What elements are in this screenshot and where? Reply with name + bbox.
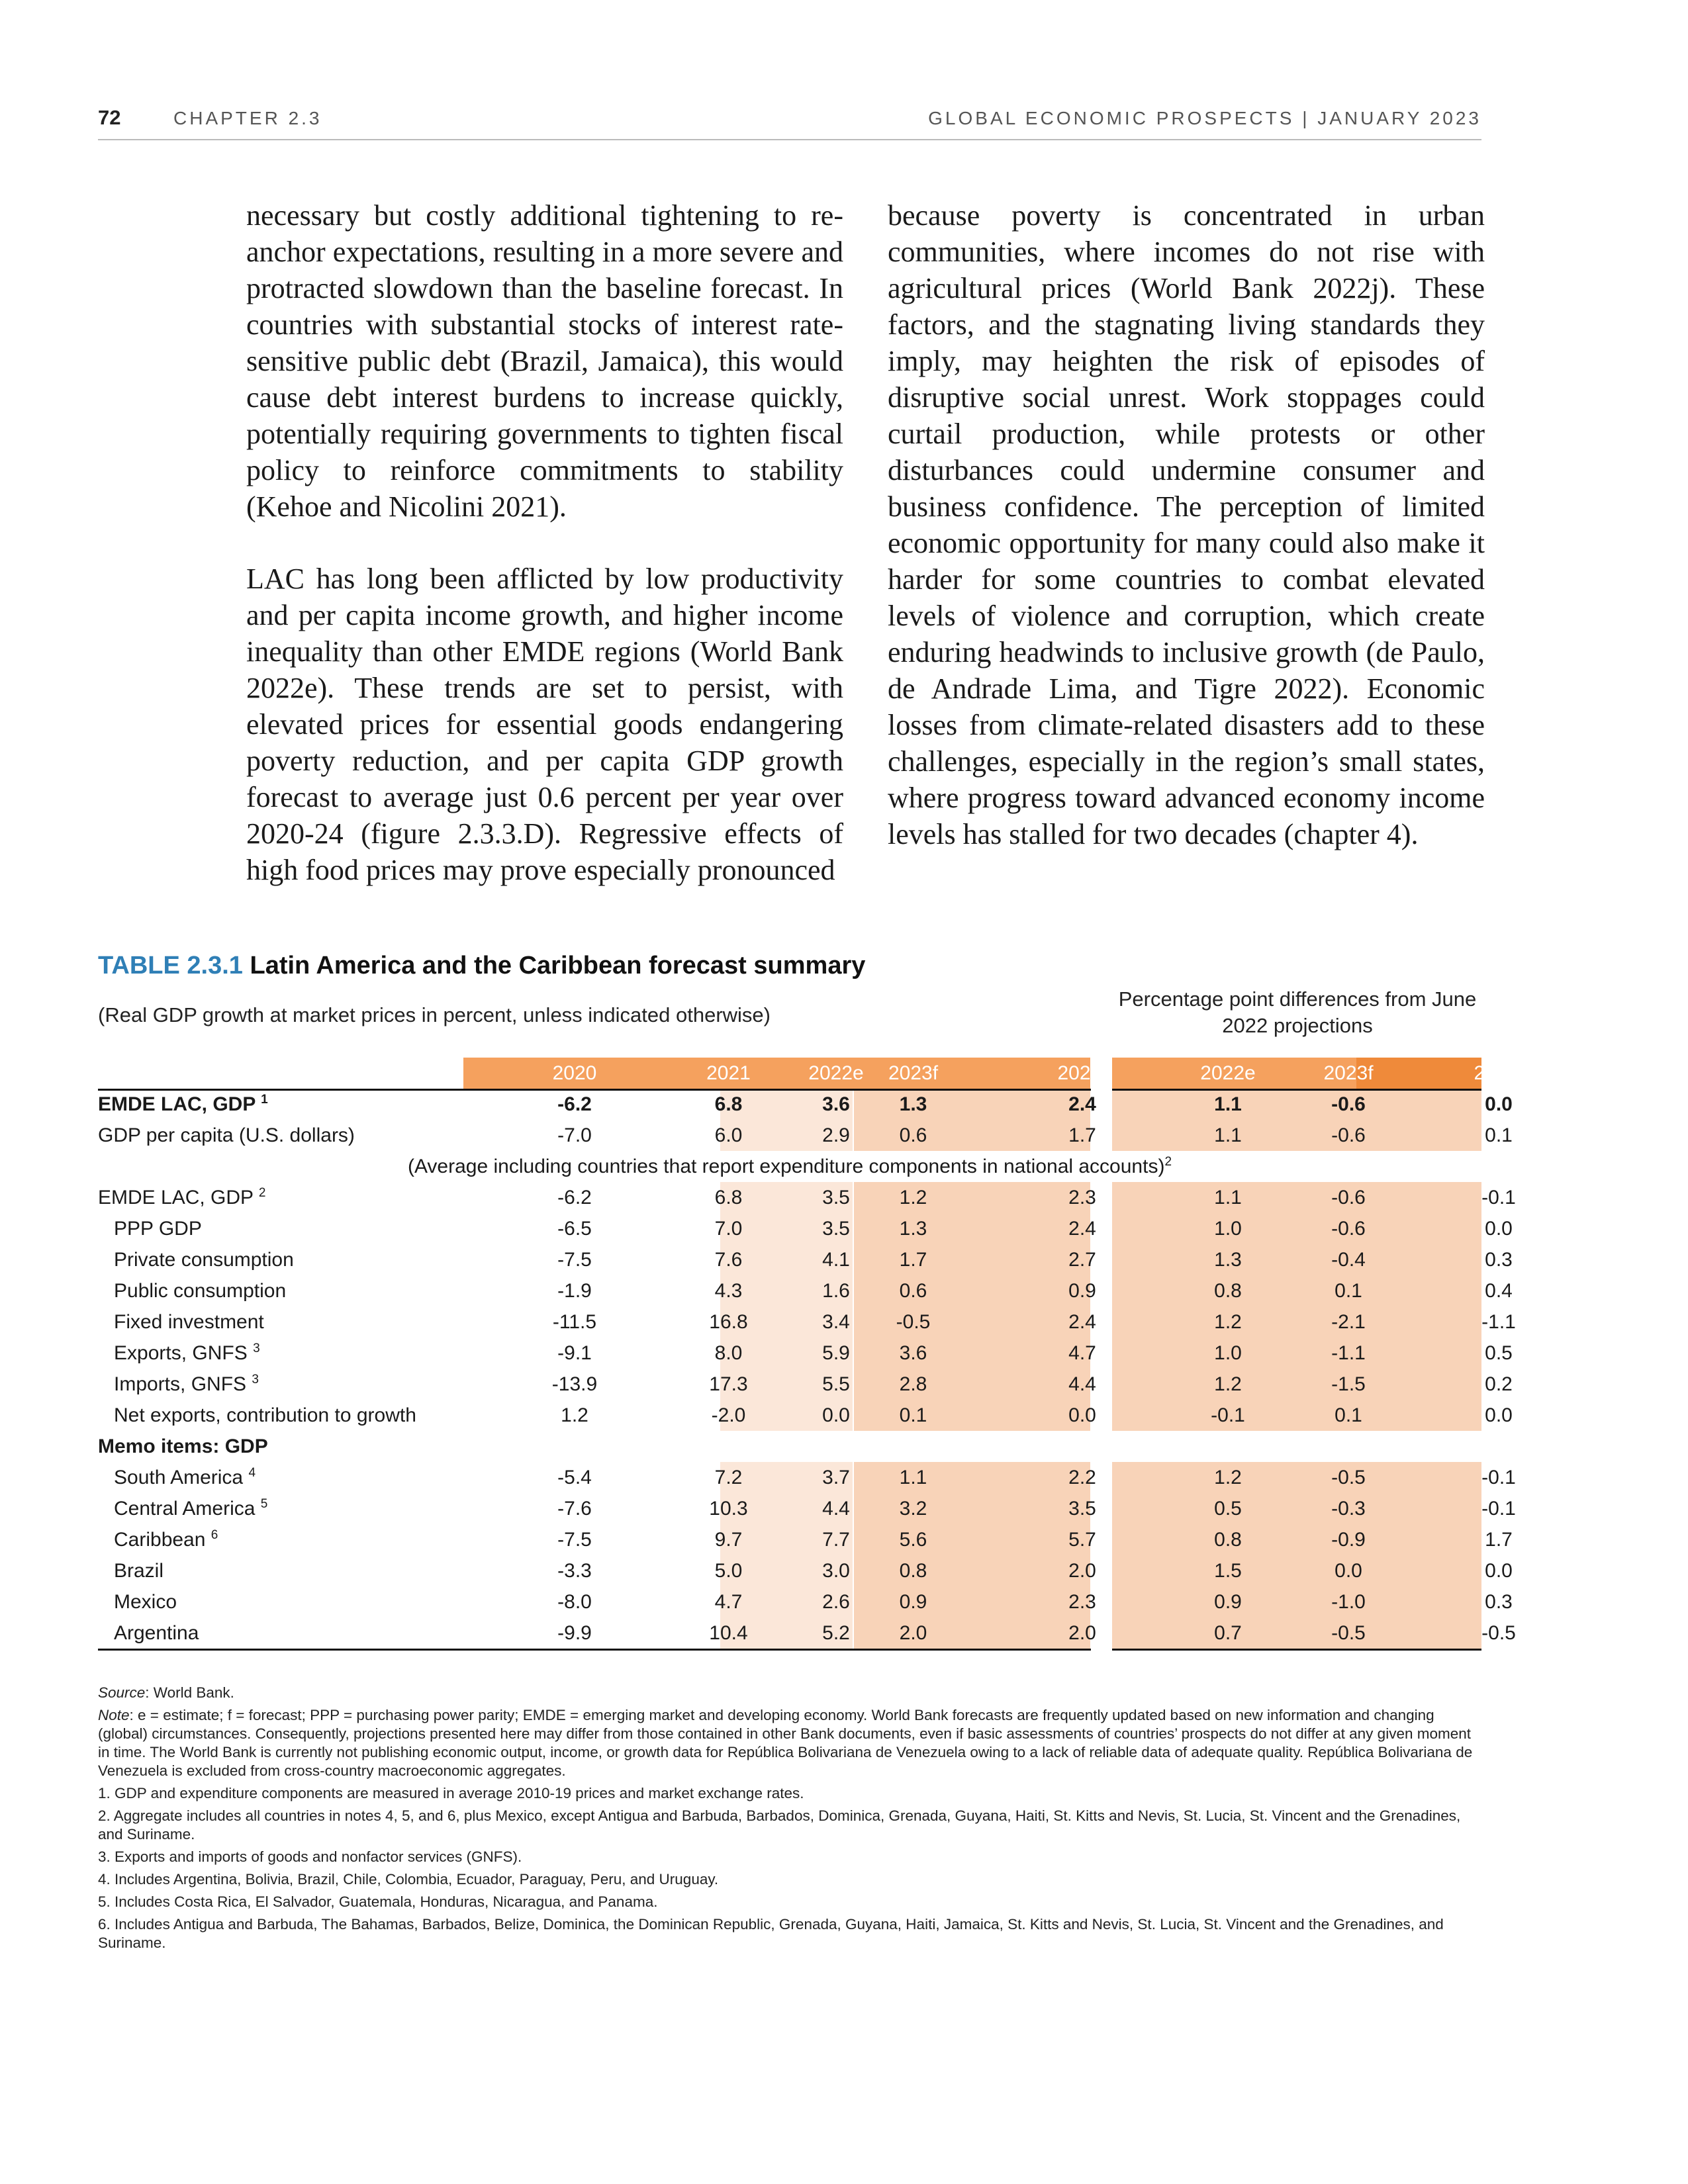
table-cell: -7.5: [557, 1529, 592, 1551]
table-row: [98, 1213, 1513, 1244]
table-cell: -0.5: [1331, 1622, 1366, 1644]
table-cell: 3.5: [1068, 1498, 1096, 1520]
table-cell: 0.5: [1214, 1498, 1242, 1520]
paragraph: because poverty is concentrated in urban communities, where incomes do not rise with agricultural prices (World Bank 2022j). These factors, and the stagnating living standards they imply, may heighten the risk of episodes of disruptive social unrest. Work stoppages could curtail production, while protests or other disturbances could undermine consumer and business confidence. The perception of limited economic opportunity for many could also make it harder for some countries to combat elevated levels of violence and corruption, which create enduring headwinds to inclusive growth (de Paulo, de Andrade Lima, and Tigre 2022). Economic losses from climate-related disasters add to these challenges, especially in the region’s small states, where progress toward advanced economy income levels has stalled for two decades (chapter 4).: [888, 199, 1485, 850]
table-cell: -0.4: [1331, 1249, 1366, 1271]
footnote-marker: 4: [248, 1466, 256, 1480]
table-cell: 0.0: [1485, 1560, 1513, 1582]
page-number: 72: [98, 106, 121, 129]
diff-header: Percentage point differences from June 2022 projections: [1118, 987, 1477, 1037]
table-cell: 0.9: [1068, 1280, 1096, 1302]
table-cell: 8.0: [714, 1342, 743, 1364]
publication-title: GLOBAL ECONOMIC PROSPECTS | JANUARY 2023: [928, 108, 1481, 128]
table-cell: 3.7: [822, 1467, 850, 1488]
row-label: [98, 1617, 561, 1649]
table-cell: 7.2: [714, 1467, 743, 1488]
table-cell: -0.6: [1331, 1187, 1366, 1208]
table-cell: 0.0: [1335, 1560, 1362, 1582]
table-cell: -3.3: [557, 1560, 592, 1582]
table-cell: 2.0: [1068, 1622, 1096, 1644]
table-cell: 2.3: [1068, 1187, 1096, 1208]
table-cell: 0.1: [1335, 1404, 1362, 1426]
table-cell: -11.5: [552, 1311, 597, 1333]
footnote-marker: 2: [258, 1186, 266, 1200]
table-cell: 1.2: [561, 1404, 588, 1426]
table-cell: 6.0: [714, 1124, 743, 1146]
table-cell: -7.5: [557, 1249, 592, 1271]
row-label-text: Imports, GNFS: [114, 1373, 247, 1395]
table-cell: -13.9: [551, 1373, 598, 1395]
table-cell: 10.4: [709, 1622, 748, 1644]
table-row: [98, 1244, 1513, 1275]
table-cell: 0.0: [1068, 1404, 1096, 1426]
expenditure-note: [98, 1151, 1481, 1182]
table-cell: -0.1: [1481, 1187, 1516, 1208]
table-row: [98, 1462, 1516, 1493]
table-cell: 6.8: [714, 1093, 743, 1115]
table-cell: 0.3: [1485, 1249, 1513, 1271]
table-cell: -6.5: [557, 1218, 592, 1240]
table-row: [98, 1617, 1516, 1649]
row-label-text: Brazil: [114, 1560, 164, 1582]
rule-table-bottom-right: [1112, 1649, 1481, 1651]
row-label: [98, 1244, 561, 1275]
paragraph: LAC has long been afflicted by low productivity and per capita income growth, and higher income inequality than other EMDE regions (World Bank 2022e). These trends are set to persist, with elevated prices for essential goods endangering poverty reduction, and per capita GDP growth forecast to average just 0.6 percent per year over 2020-24 (figure 2.3.3.D). Regressive effects of high food prices may prove especially pronounced: [246, 563, 843, 886]
footnote: 1. GDP and expenditure components are measured in average 2010-19 prices and market exchange rates.: [98, 1785, 804, 1801]
column-header: 2020: [552, 1062, 597, 1084]
table-cell: 2.4: [1068, 1311, 1096, 1333]
table-cell: 9.7: [714, 1529, 743, 1551]
table-cell: 2.0: [1068, 1560, 1096, 1582]
table-cell: 0.3: [1485, 1591, 1513, 1613]
row-label: [98, 1555, 561, 1586]
table-cell: 4.4: [1068, 1373, 1096, 1395]
row-label-text: Mexico: [114, 1591, 177, 1613]
row-label: [98, 1586, 561, 1617]
footnote-marker: 6: [211, 1528, 218, 1542]
table-cell: 1.0: [1214, 1218, 1242, 1240]
row-label: [98, 1120, 561, 1151]
table-cell: 1.7: [899, 1249, 927, 1271]
table-notes: [98, 1684, 1481, 1956]
table-cell: 0.8: [1214, 1529, 1242, 1551]
row-label: [98, 1338, 561, 1369]
table-header-row: [98, 1058, 1524, 1089]
table-subtitle: (Real GDP growth at market prices in percent, unless indicated otherwise): [98, 1003, 771, 1026]
table-cell: 0.6: [899, 1124, 927, 1146]
text-column-right: [888, 197, 1485, 888]
table-cell: 3.6: [899, 1342, 927, 1364]
table-cell: 3.0: [822, 1560, 850, 1582]
footnote: 6. Includes Antigua and Barbuda, The Bahamas, Barbados, Belize, Dominica, the Dominican Republic, Grenada, Guyana, Haiti, Jamaica, St. Kitts and Nevis, St. Lucia, St. Vincent and the Grenadines, and Suriname.: [98, 1916, 1444, 1951]
row-label: [98, 1493, 561, 1524]
footnote: 2. Aggregate includes all countries in notes 4, 5, and 6, plus Mexico, except Antigua and Barbuda, Barbados, Dominica, Grenada, Guyana, Haiti, St. Kitts and Nevis, St. Lucia, St. Vincent and the Grenadines, and Suriname.: [98, 1807, 1461, 1843]
table-cell: -1.5: [1331, 1373, 1366, 1395]
table-cell: 3.5: [822, 1187, 850, 1208]
table-row: [98, 1431, 1481, 1462]
rule-table-bottom: [98, 1649, 1091, 1651]
text-column-left: [246, 197, 843, 924]
row-label-text: Fixed investment: [114, 1311, 264, 1333]
table-cell: 1.1: [1214, 1093, 1242, 1115]
footnote-marker: 3: [252, 1373, 259, 1387]
row-label: [98, 1462, 561, 1493]
table-row: [98, 1275, 1513, 1306]
table-cell: 2.3: [1068, 1591, 1096, 1613]
table-cell: -1.0: [1331, 1591, 1366, 1613]
table-cell: 5.6: [899, 1529, 927, 1551]
table-cell: -0.6: [1331, 1093, 1366, 1115]
table-cell: -9.1: [557, 1342, 592, 1364]
row-label-text: Net exports, contribution to growth: [114, 1404, 416, 1426]
table-cell: 3.6: [822, 1093, 850, 1115]
row-label-text: EMDE LAC, GDP: [98, 1093, 256, 1115]
table-cell: 1.2: [1214, 1311, 1242, 1333]
row-label: [98, 1182, 561, 1213]
table-cell: 0.0: [822, 1404, 850, 1426]
table-cell: 1.6: [822, 1280, 850, 1302]
table-cell: -2.1: [1331, 1311, 1366, 1333]
paragraph: necessary but costly additional tightening to re-anchor expectations, resulting in a more severe and protracted slowdown than the baseline forecast. In countries with substantial stocks of interest rate-sensitive public debt (Brazil, Jamaica), this would cause debt interest burdens to increase quickly, potentially requiring governments to tighten fiscal policy to reinforce commitments to stability (Kehoe and Nicolini 2021).: [246, 199, 843, 523]
row-label-text: Central America: [114, 1498, 256, 1520]
table-cell: 0.1: [1335, 1280, 1362, 1302]
table-cell: 7.6: [714, 1249, 743, 1271]
table-cell: -0.5: [1331, 1467, 1366, 1488]
table-cell: -0.6: [1331, 1124, 1366, 1146]
table-cell: -6.2: [557, 1093, 592, 1115]
source-note: Source: World Bank.: [98, 1684, 234, 1701]
table-cell: 2.4: [1068, 1093, 1096, 1115]
table-cell: 3.5: [822, 1218, 850, 1240]
table-cell: 1.2: [899, 1187, 927, 1208]
table-cell: 5.2: [822, 1622, 850, 1644]
table-cell: 4.3: [714, 1280, 743, 1302]
table-cell: 0.4: [1485, 1280, 1513, 1302]
table-row: [98, 1524, 1513, 1555]
table-cell: 0.9: [899, 1591, 927, 1613]
table-cell: -0.5: [896, 1311, 931, 1333]
table-cell: -0.1: [1481, 1467, 1516, 1488]
table-cell: 0.0: [1485, 1093, 1513, 1115]
table-cell: 1.1: [899, 1467, 927, 1488]
table-cell: -9.9: [557, 1622, 592, 1644]
table-cell: -0.1: [1481, 1498, 1516, 1520]
row-label: [98, 1213, 561, 1244]
row-label: [98, 1524, 561, 1555]
row-label-text: Private consumption: [114, 1249, 294, 1271]
table-cell: 0.7: [1214, 1622, 1242, 1644]
table-cell: 1.1: [1214, 1124, 1242, 1146]
table-cell: 1.0: [1214, 1342, 1242, 1364]
table-cell: -0.9: [1331, 1529, 1366, 1551]
table-cell: 4.4: [822, 1498, 850, 1520]
table-cell: 16.8: [709, 1311, 748, 1333]
table-cell: 2.6: [822, 1591, 850, 1613]
table-cell: 1.7: [1068, 1124, 1096, 1146]
table-cell: 0.9: [1214, 1591, 1242, 1613]
footnote-marker: 2: [1164, 1155, 1172, 1169]
table-cell: 3.4: [822, 1311, 850, 1333]
footnote: 3. Exports and imports of goods and nonfactor services (GNFS).: [98, 1848, 522, 1865]
table-row: [98, 1586, 1513, 1617]
header-rule: [98, 139, 1481, 140]
table-cell: 4.7: [714, 1591, 743, 1613]
table-cell: 6.8: [714, 1187, 743, 1208]
table-cell: -0.6: [1331, 1218, 1366, 1240]
table-cell: 17.3: [709, 1373, 748, 1395]
table-cell: -0.5: [1481, 1622, 1516, 1644]
table-title-text: Latin America and the Caribbean forecast summary: [250, 952, 866, 979]
table-row: [98, 1182, 1516, 1213]
table-row: [98, 1493, 1516, 1524]
table-cell: 1.3: [899, 1093, 927, 1115]
table-cell: 5.5: [822, 1373, 850, 1395]
row-label-text: GDP per capita (U.S. dollars): [98, 1124, 355, 1146]
table-cell: 2.7: [1068, 1249, 1096, 1271]
table-cell: 2.8: [899, 1373, 927, 1395]
footnote: 4. Includes Argentina, Bolivia, Brazil, Chile, Colombia, Ecuador, Paraguay, Peru, and Uruguay.: [98, 1871, 719, 1888]
column-header: 2022e: [808, 1062, 864, 1084]
table-cell: 2.0: [899, 1622, 927, 1644]
table-cell: 0.0: [1485, 1404, 1513, 1426]
table-cell: 7.0: [714, 1218, 743, 1240]
table-cell: -2.0: [711, 1404, 746, 1426]
table-cell: -1.9: [557, 1280, 592, 1302]
table-cell: 0.6: [899, 1280, 927, 1302]
table-row: [98, 1400, 1513, 1431]
footnote-marker: 3: [253, 1342, 260, 1355]
table-cell: 0.8: [899, 1560, 927, 1582]
row-label: [98, 1275, 561, 1306]
table-cell: 4.1: [822, 1249, 850, 1271]
table-row: [98, 1120, 1513, 1151]
table-title: [98, 952, 865, 980]
table-cell: 5.0: [714, 1560, 743, 1582]
row-label-text: Public consumption: [114, 1280, 287, 1302]
table-cell: 1.3: [1214, 1249, 1242, 1271]
expenditure-note-text: (Average including countries that report expenditure components in national accounts): [407, 1156, 1165, 1177]
table-cell: 7.7: [822, 1529, 850, 1551]
row-label-text: Argentina: [114, 1622, 199, 1644]
table-cell: 2.2: [1068, 1467, 1096, 1488]
table-cell: 0.5: [1485, 1342, 1513, 1364]
table-cell: -0.3: [1331, 1498, 1366, 1520]
table-cell: 1.3: [899, 1218, 927, 1240]
table-cell: 1.5: [1214, 1560, 1242, 1582]
table-cell: 1.2: [1214, 1373, 1242, 1395]
table-cell: -1.1: [1481, 1311, 1516, 1333]
row-label-text: PPP GDP: [114, 1218, 202, 1240]
table-cell: 2.4: [1068, 1218, 1096, 1240]
table-cell: 1.2: [1214, 1467, 1242, 1488]
table-cell: 0.0: [1485, 1218, 1513, 1240]
table-cell: -0.1: [1211, 1404, 1245, 1426]
table-cell: 1.1: [1214, 1187, 1242, 1208]
row-label: [98, 1369, 561, 1400]
table-cell: 5.7: [1068, 1529, 1096, 1551]
footnote-marker: 5: [260, 1497, 268, 1511]
table-row: [98, 1338, 1513, 1369]
row-label: [98, 1089, 561, 1120]
general-note: Note: e = estimate; f = forecast; PPP = purchasing power parity; EMDE = emerging market and developing economy. World Bank forecasts are frequently updated based on new information and changing (global) circumstances. Consequently, projections presented here may differ from those contained in other Bank documents, even if basic assessments of countries’ prospects do not differ at any given moment in time. The World Bank is currently not publishing economic output, income, or growth data for República Bolivariana de Venezuela owing to a lack of reliable data of adequate quality. República Bolivariana de Venezuela is excluded from cross-country macroeconomic aggregates.: [98, 1707, 1473, 1779]
table-cell: 10.3: [709, 1498, 748, 1520]
row-label-text: South America: [114, 1467, 244, 1488]
table-cell: 5.9: [822, 1342, 850, 1364]
table-cell: -8.0: [557, 1591, 592, 1613]
table-cell: 0.8: [1214, 1280, 1242, 1302]
table-cell: -7.6: [557, 1498, 592, 1520]
row-label-text: EMDE LAC, GDP: [98, 1187, 254, 1208]
table-cell: 0.2: [1485, 1373, 1513, 1395]
table-row: [98, 1306, 1516, 1338]
table-cell: -7.0: [557, 1124, 592, 1146]
table-cell: -6.2: [557, 1187, 592, 1208]
row-label-text: Exports, GNFS: [114, 1342, 248, 1364]
row-label: [98, 1431, 561, 1462]
table-row: [98, 1089, 1513, 1120]
table-cell: 1.7: [1485, 1529, 1513, 1551]
row-label-text: Memo items: GDP: [98, 1435, 268, 1457]
table-cell: 0.1: [899, 1404, 927, 1426]
table-cell: 4.7: [1068, 1342, 1096, 1364]
row-label: [98, 1306, 561, 1338]
chapter-label: CHAPTER 2.3: [173, 108, 322, 128]
footnote-marker: 1: [261, 1093, 268, 1107]
table-row: [98, 1555, 1513, 1586]
table-cell: 0.1: [1485, 1124, 1513, 1146]
table-cell: -5.4: [557, 1467, 592, 1488]
row-label: [98, 1400, 561, 1431]
row-label-text: Caribbean: [114, 1529, 206, 1551]
table-number: TABLE 2.3.1: [98, 952, 243, 979]
table-cell: -1.1: [1331, 1342, 1366, 1364]
column-header: 2022e: [1200, 1062, 1256, 1084]
column-header: 2024f: [1057, 1062, 1107, 1084]
column-header: 2023f: [888, 1062, 939, 1084]
column-header: 2021: [706, 1062, 751, 1084]
column-header: 2023f: [1323, 1062, 1374, 1084]
table-row: [98, 1369, 1513, 1400]
column-header: 2024f: [1474, 1062, 1524, 1084]
table-cell: 3.2: [899, 1498, 927, 1520]
table-cell: 2.9: [822, 1124, 850, 1146]
footnote: 5. Includes Costa Rica, El Salvador, Guatemala, Honduras, Nicaragua, and Panama.: [98, 1893, 658, 1910]
